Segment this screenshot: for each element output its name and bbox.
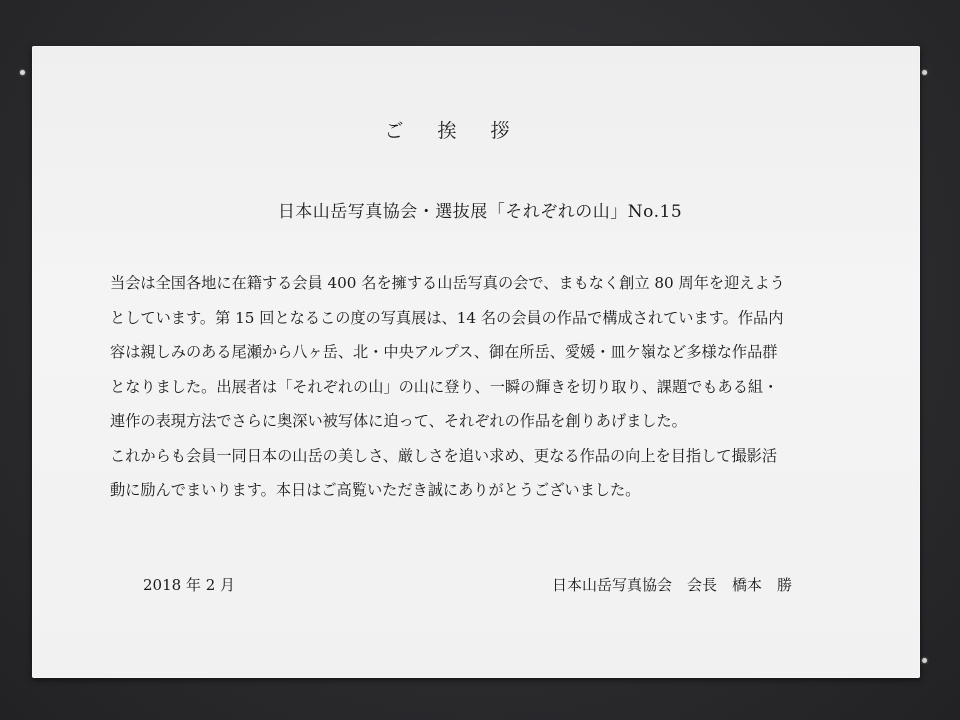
wall-pin	[20, 70, 25, 75]
greeting-heading: ご 挨 拶	[384, 120, 524, 142]
body-line: となりました。出展者は「それぞれの山」の山に登り、一瞬の輝きを切り取り、課題でもある組・	[110, 377, 779, 396]
body-line: 容は親しみのある尾瀬から八ヶ岳、北・中央アルプス、御在所岳、愛媛・皿ケ嶺など多様な作品群	[110, 343, 778, 361]
date-line: 2018 年 2 月	[143, 576, 236, 594]
signature-line: 日本山岳写真協会 会長 橋本 勝	[552, 576, 793, 594]
body-line: これからも会員一同日本の山岳の美しさ、厳しさを追い求め、更なる作品の向上を目指して撮影活	[110, 446, 778, 465]
body-line: 動に励んでまいります。本日はご高覧いただき誠にありがとうございました。	[110, 481, 641, 499]
wall-pin	[922, 70, 927, 75]
wall-pin	[922, 658, 927, 663]
greeting-body	[110, 266, 870, 508]
body-line: としています。第 15 回となるこの度の写真展は、14 名の会員の作品で構成されています。作品内	[110, 308, 784, 327]
body-line: 当会は全国各地に在籍する会員 400 名を擁する山岳写真の会で、まもなく創立 80 周年を迎えよう	[110, 274, 785, 292]
exhibition-title: 日本山岳写真協会・選抜展「それぞれの山」No.15	[277, 202, 683, 222]
body-line: 連作の表現方法でさらに奥深い被写体に迫って、それぞれの作品を創りあげました。	[110, 412, 687, 430]
